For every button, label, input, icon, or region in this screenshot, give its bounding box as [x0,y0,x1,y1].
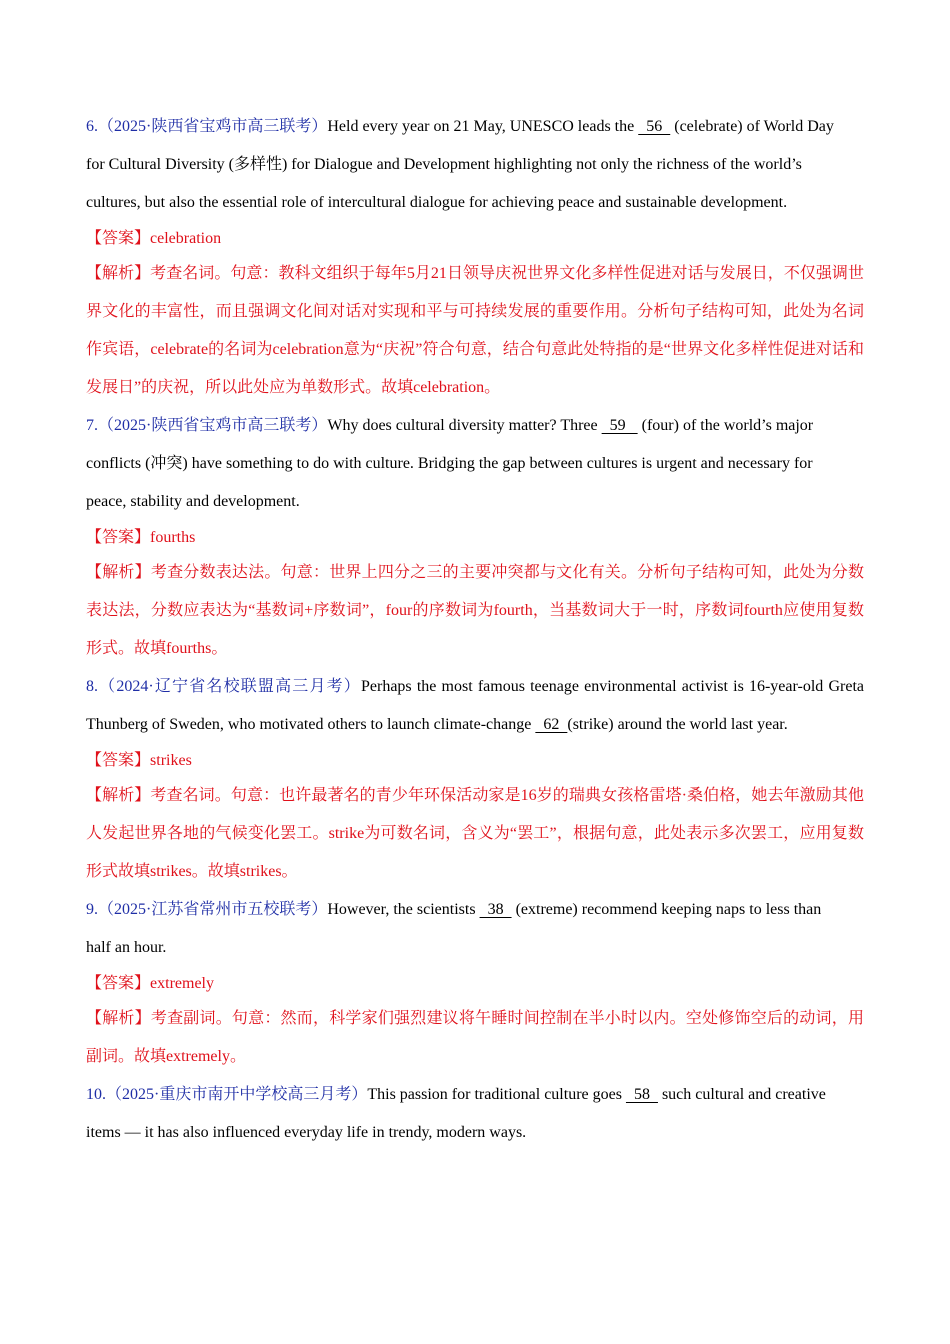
question-number: 6. [86,118,98,135]
question-blank: 58 [625,1086,658,1103]
question-item-6 [86,108,864,407]
question-stem-before: Held every year on 21 May, UNESCO leads the [327,118,639,135]
explanation-text: 考查副词。句意：然而，科学家们强烈建议将午睡时间控制在半小时以内。空处修饰空后的动词，用副词。故填extremely。 [86,1010,864,1065]
question-source: （2025·陕西省宝鸡市高三联考） [98,417,328,434]
explanation-label: 【解析】 [86,1010,151,1027]
answer-label: 【答案】 [86,230,151,247]
question-source: （2025·陕西省宝鸡市高三联考） [98,118,328,135]
answer-value: strikes [150,752,192,769]
question-blank: 56 [638,118,671,135]
question-source: （2025·江苏省常州市五校联考） [98,901,328,918]
answer-label: 【答案】 [86,752,151,769]
question-stem-before: Why does cultural diversity matter? Three [327,417,602,434]
question-number: 8. [86,678,98,695]
explanation [86,255,864,407]
question-text [86,891,836,967]
question-text [86,407,854,521]
explanation [86,554,864,668]
question-stem-after: (celebrate) of World Day for Cultural Diversity (多样性) for Dialogue and Development highlighting not only the richness of the world’s cultures, but also the essential role of intercultural dialogue for achieving peace and sustainable development. [86,118,834,211]
answer-line [86,744,864,777]
question-stem-before: However, the scientists [327,901,480,918]
explanation-label: 【解析】 [86,265,151,282]
question-stem-after: (extreme) recommend keeping naps to less than half an hour. [86,901,822,956]
question-number: 10. [86,1086,106,1103]
explanation [86,777,864,891]
question-item-9 [86,891,864,1076]
explanation-text: 考查名词。句意：也许最著名的青少年环保活动家是16岁的瑞典女孩格雷塔·桑伯格，她去年激励其他人发起世界各地的气候变化罢工。strike为可数名词，含义为“罢工”，根据句意，此处表示多次罢工，应用复数形式故填strikes。故填strikes。 [86,787,864,880]
question-item-7 [86,407,864,668]
answer-value: extremely [150,975,214,992]
explanation-text: 考查分数表达法。句意：世界上四分之三的主要冲突都与文化有关。分析句子结构可知，此处为分数表达法，分数应表达为“基数词+序数词”，four的序数词为fourth，当基数词大于一时，序数词fourth应使用复数形式。故填fourths。 [86,564,864,657]
explanation-label: 【解析】 [86,564,151,581]
question-stem-before: This passion for traditional culture goes [367,1086,626,1103]
answer-line [86,222,864,255]
question-stem-after: (strike) around the world last year. [567,716,788,733]
question-stem-after: such cultural and creative items — it has also influenced everyday life in trendy, modern ways. [86,1086,826,1141]
answer-label: 【答案】 [86,975,151,992]
question-stem-before: Perhaps the most famous teenage environmental activist is 16-year-old Greta Thunberg of Sweden, who motivated others to launch climate-change [86,678,864,733]
question-stem-after: (four) of the world’s major conflicts (冲突) have something to do with culture. Bridging the gap between cultures is urgent and necessary for peace, stability and development. [86,417,814,510]
question-item-8 [86,668,864,891]
question-blank: 38 [479,901,512,918]
question-source: （2025·重庆市南开中学校高三月考） [106,1086,368,1103]
question-text [86,108,846,222]
answer-value: fourths [150,529,196,546]
question-number: 7. [86,417,98,434]
explanation-text: 考查名词。句意：教科文组织于每年5月21日领导庆祝世界文化多样性促进对话与发展日，不仅强调世界文化的丰富性，而且强调文化间对话对实现和平与可持续发展的重要作用。分析句子结构可知，此处为名词作宾语，celebrate的名词为celebration意为“庆祝”符合句意，结合句意此处特指的是“世界文化多样性促进对话和发展日”的庆祝，所以此处应为单数形式。故填celebration。 [86,265,864,396]
explanation-label: 【解析】 [86,787,151,804]
explanation [86,1000,864,1076]
answer-line [86,521,864,554]
question-item-10 [86,1076,864,1152]
answer-line [86,967,864,1000]
question-number: 9. [86,901,98,918]
question-text [86,668,864,744]
document-page [86,108,864,1152]
question-text [86,1076,826,1152]
answer-label: 【答案】 [86,529,151,546]
question-blank: 59 [601,417,638,434]
question-source: （2024·辽宁省名校联盟高三月考） [98,678,361,695]
answer-value: celebration [150,230,222,247]
question-blank: 62 [535,716,568,733]
